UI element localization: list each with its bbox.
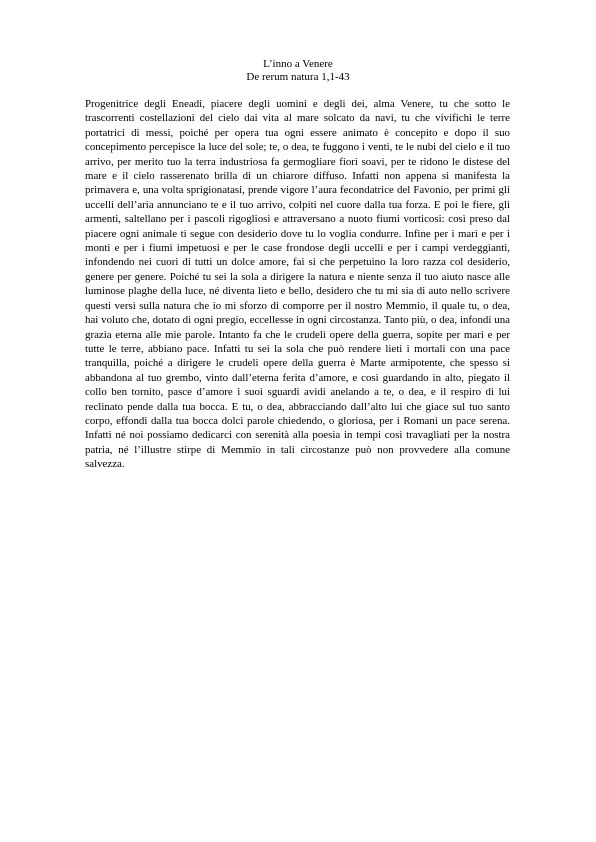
document-title: L’inno a Venere [263, 58, 333, 70]
title-block [0, 58, 596, 84]
body-paragraph: Progenitrice degli Eneadi, piacere degli uomini e degli dei, alma Venere, tu che sotto le trascorrenti costellazioni del cielo dai vita al mare solcato da navi, tu che vivifichi le terre portatrici di messi, poiché per opera tua ogni essere animato è concepito e dopo il suo concepimento percepisce la luce del sole; te, o dea, te fuggono i venti, te le nubi del cielo e il tuo arrivo, per merito tuo la terra industriosa fa germogliare fiori soavi, per te ridono le distese del mare e il cielo rasserenato brilla di un chiarore diffuso. Infatti non appena si manifesta la primavera e, una volta sprigionatasi, prende vigore l’aura fecondatrice del Favonio, per primi gli uccelli dell’aria annunciano te e il tuo arrivo, colpiti nel cuore dalla tua forza. E poi le fiere, gli armenti, saltellano per i pascoli rigogliosi e attraversano a nuoto fiumi vorticosi: così preso dal piacere ogni animale ti segue con desiderio dove tu lo voglia condurre. Infine per i mari e per i monti e per i fiumi impetuosi e per le case frondose degli uccelli e per i campi verdeggianti, infondendo nei cuori di tutti un dolce amore, fai si che perpetuino la loro razza col desiderio, genere per genere. Poiché tu sei la sola a dirigere la natura e niente senza il tuo aiuto nasce alle luminose plaghe della luce, né diventa lieto e bello, desidero che tu mi sia di auto nello scrivere questi versi sulla natura che io mi sforzo di comporre per il nostro Memmio, il quale tu, o dea, hai voluto che, dotato di ogni pregio, eccellesse in ogni circostanza. Tanto più, o dea, infondi una grazia eterna alle mie parole. Intanto fa che le crudeli opere della guerra, sopite per mari e per tutte le terre, abbiano pace. Infatti tu sei la sola che può rendere lieti i mortali con una pace tranquilla, poiché a dirigere le crudeli opere della guerra è Marte armipotente, che spesso si abbandona al tuo grembo, vinto dall’eterna ferita d’amore, e così guardando in alto, piegato il collo ben tornito, pasce d’amore i suoi sguardi avidi anelando a te, o dea, e il respiro di lui reclinato pende dalla tua bocca. E tu, o dea, abbracciando dall’alto lui che giace sul tuo santo corpo, effondi dalla tua bocca dolci parole chiedendo, o gloriosa, per i Romani un pace serena. Infatti né noi possiamo dedicarci con serenità alla poesia in tempi così travagliati per la nostra patria, né l’illustre stirpe di Memmio in tali circostanze può non provvedere alla comune salvezza. [85, 98, 510, 471]
document-subtitle: De rerum natura 1,1-43 [246, 71, 350, 83]
